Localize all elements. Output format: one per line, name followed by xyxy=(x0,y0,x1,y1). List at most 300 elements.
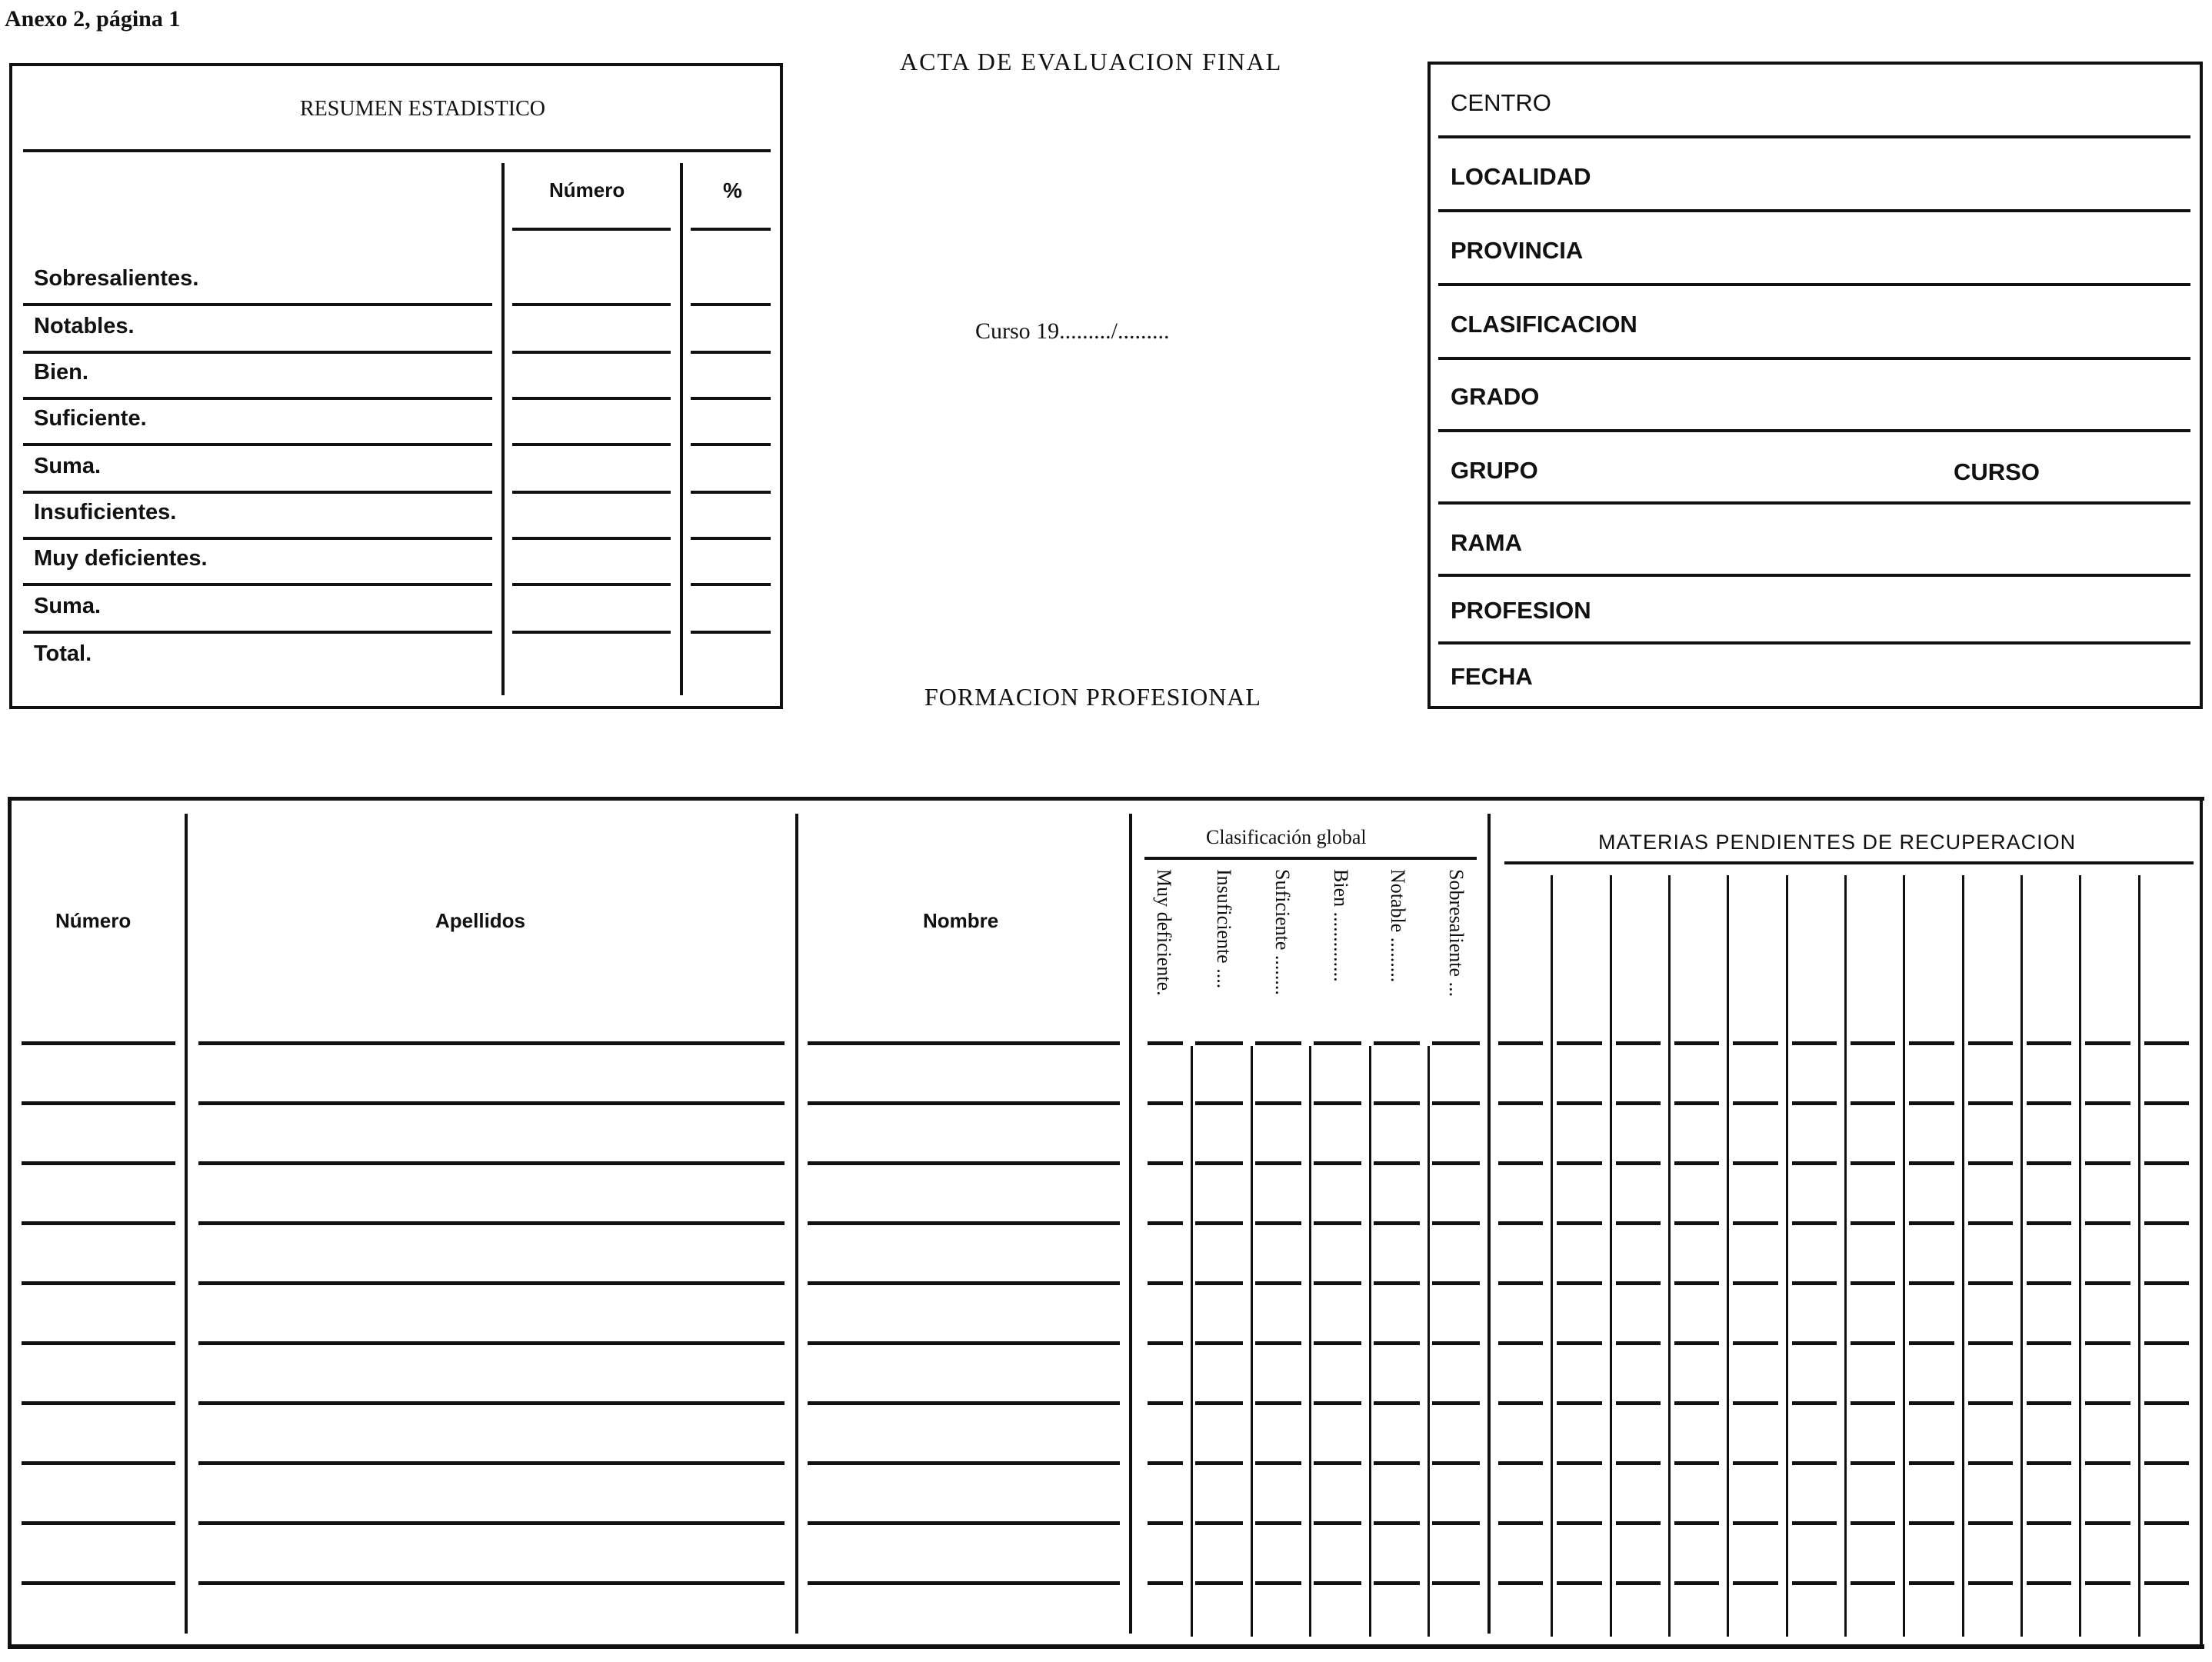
center-field-line xyxy=(1438,501,2190,505)
student-row-line xyxy=(1195,1161,1243,1165)
summary-pct-cell-line xyxy=(691,583,771,586)
summary-numero-cell-line xyxy=(512,537,671,540)
student-row-line xyxy=(1498,1521,1543,1525)
student-row-line xyxy=(1616,1341,1661,1345)
summary-row-line xyxy=(23,443,492,446)
student-row-line xyxy=(1616,1401,1661,1405)
summary-pct-cell-line xyxy=(691,631,771,634)
student-row-line xyxy=(2027,1101,2071,1105)
student-row-line xyxy=(1314,1581,1361,1585)
student-row-line xyxy=(1968,1041,2013,1045)
list-left-border xyxy=(8,797,12,1649)
student-row-line xyxy=(2085,1521,2130,1525)
summary-pct-cell-line xyxy=(691,537,771,540)
student-row-line xyxy=(2144,1161,2189,1165)
student-row-line xyxy=(1498,1461,1543,1465)
grade-column-header: Bien .............. xyxy=(1330,869,1352,982)
summary-row-line xyxy=(23,631,492,634)
student-row-line xyxy=(2085,1041,2130,1045)
student-row-line xyxy=(1195,1401,1243,1405)
student-row-line xyxy=(1432,1101,1480,1105)
list-col-divider-apellidos xyxy=(795,814,798,1634)
student-row-line xyxy=(1851,1161,1895,1165)
student-row-line xyxy=(1792,1461,1837,1465)
summary-numero-cell-line xyxy=(512,583,671,586)
student-row-line xyxy=(1255,1581,1301,1585)
student-row-line xyxy=(1432,1581,1480,1585)
student-row-line xyxy=(22,1101,175,1105)
student-row-line xyxy=(1148,1281,1183,1285)
student-row-line xyxy=(1148,1401,1183,1405)
student-row-line xyxy=(1374,1341,1420,1345)
student-row-line xyxy=(1374,1521,1420,1525)
student-row-line xyxy=(1432,1281,1480,1285)
student-row-line xyxy=(1374,1581,1420,1585)
student-row-line xyxy=(1374,1461,1420,1465)
list-col-divider-numero xyxy=(185,814,188,1634)
student-row-line xyxy=(2027,1521,2071,1525)
student-row-line xyxy=(1909,1461,1954,1465)
student-row-line xyxy=(1195,1581,1243,1585)
student-row-line xyxy=(1851,1401,1895,1405)
student-row-line xyxy=(2144,1221,2189,1225)
student-row-line xyxy=(1498,1401,1543,1405)
student-row-line xyxy=(1968,1161,2013,1165)
student-row-line xyxy=(1498,1161,1543,1165)
summary-numero-cell-line xyxy=(512,397,671,400)
student-row-line xyxy=(1733,1101,1778,1105)
student-row-line xyxy=(1498,1281,1543,1285)
student-row-line xyxy=(1557,1221,1602,1225)
student-row-line xyxy=(808,1041,1120,1045)
student-row-line xyxy=(22,1041,175,1045)
student-row-line xyxy=(808,1341,1120,1345)
student-row-line xyxy=(1674,1581,1719,1585)
grade-column-divider xyxy=(1369,1046,1371,1637)
student-row-line xyxy=(1148,1041,1183,1045)
grade-column-divider xyxy=(1251,1046,1253,1637)
student-row-line xyxy=(1374,1401,1420,1405)
student-row-line xyxy=(1851,1101,1895,1105)
student-row-line xyxy=(1148,1521,1183,1525)
student-row-line xyxy=(1255,1521,1301,1525)
student-row-line xyxy=(2085,1341,2130,1345)
summary-pct-cell-line xyxy=(691,351,771,354)
student-row-line xyxy=(1255,1101,1301,1105)
summary-pct-cell-line xyxy=(691,303,771,306)
summary-row-label: Total. xyxy=(34,641,92,666)
center-field-label: GRUPO xyxy=(1451,457,1538,484)
student-row-line xyxy=(1909,1041,1954,1045)
student-row-line xyxy=(1314,1521,1361,1525)
student-row-line xyxy=(1616,1281,1661,1285)
student-row-line xyxy=(1909,1281,1954,1285)
student-row-line xyxy=(1432,1041,1480,1045)
student-row-line xyxy=(1851,1521,1895,1525)
student-row-line xyxy=(2144,1101,2189,1105)
student-row-line xyxy=(1314,1041,1361,1045)
summary-row-line xyxy=(23,397,492,400)
student-row-line xyxy=(1616,1221,1661,1225)
list-col-divider-nombre xyxy=(1129,814,1132,1634)
document-title: ACTA DE EVALUACION FINAL xyxy=(900,48,1283,75)
student-row-line xyxy=(2144,1521,2189,1525)
student-row-line xyxy=(1148,1341,1183,1345)
student-row-line xyxy=(1968,1221,2013,1225)
student-row-line xyxy=(1314,1461,1361,1465)
student-row-line xyxy=(198,1221,785,1225)
student-row-line xyxy=(1314,1101,1361,1105)
summary-row-label: Suficiente. xyxy=(34,406,147,431)
student-row-line xyxy=(1195,1221,1243,1225)
student-row-line xyxy=(1432,1341,1480,1345)
student-row-line xyxy=(198,1281,785,1285)
center-field-line xyxy=(1438,357,2190,360)
list-col-apellidos: Apellidos xyxy=(435,909,526,932)
student-row-line xyxy=(198,1461,785,1465)
student-row-line xyxy=(1674,1161,1719,1165)
student-row-line xyxy=(808,1161,1120,1165)
student-row-line xyxy=(1557,1401,1602,1405)
student-row-line xyxy=(1148,1161,1183,1165)
student-row-line xyxy=(1557,1041,1602,1045)
student-row-line xyxy=(1616,1461,1661,1465)
student-row-line xyxy=(1148,1581,1183,1585)
center-field-label: GRADO xyxy=(1451,383,1540,410)
student-row-line xyxy=(2085,1101,2130,1105)
center-field-label: CLASIFICACION xyxy=(1451,311,1637,338)
student-row-line xyxy=(1557,1281,1602,1285)
summary-numero-cell-line xyxy=(512,351,671,354)
student-row-line xyxy=(1909,1521,1954,1525)
student-row-line xyxy=(1195,1521,1243,1525)
student-row-line xyxy=(1792,1401,1837,1405)
student-row-line xyxy=(1909,1221,1954,1225)
student-row-line xyxy=(1195,1341,1243,1345)
student-row-line xyxy=(1432,1161,1480,1165)
center-field-line xyxy=(1438,429,2190,432)
statistical-summary-title: RESUMEN ESTADISTICO xyxy=(300,97,545,121)
student-row-line xyxy=(2085,1221,2130,1225)
summary-row-label: Notables. xyxy=(34,314,135,338)
student-row-line xyxy=(1792,1221,1837,1225)
summary-numero-cell-line xyxy=(512,228,671,231)
center-field-label: PROVINCIA xyxy=(1451,237,1584,264)
materias-column-divider xyxy=(1551,875,1553,1637)
student-row-line xyxy=(2144,1461,2189,1465)
grade-column-header: Insuficiente .... xyxy=(1213,869,1235,989)
student-row-line xyxy=(1968,1521,2013,1525)
student-row-line xyxy=(1733,1581,1778,1585)
student-row-line xyxy=(1557,1521,1602,1525)
student-row-line xyxy=(1374,1281,1420,1285)
student-row-line xyxy=(1374,1101,1420,1105)
materias-column-divider xyxy=(1903,875,1905,1637)
student-row-line xyxy=(2027,1281,2071,1285)
summary-col-numero: Número xyxy=(549,178,625,202)
student-row-line xyxy=(1255,1281,1301,1285)
center-field-label: CENTRO xyxy=(1451,89,1551,116)
materias-column-divider xyxy=(1610,875,1612,1637)
student-row-line xyxy=(1616,1161,1661,1165)
summary-pct-cell-line xyxy=(691,443,771,446)
student-row-line xyxy=(2027,1341,2071,1345)
student-row-line xyxy=(1255,1461,1301,1465)
student-row-line xyxy=(198,1341,785,1345)
student-row-line xyxy=(1733,1341,1778,1345)
student-row-line xyxy=(1148,1101,1183,1105)
student-row-line xyxy=(808,1221,1120,1225)
formacion-profesional-title: FORMACION PROFESIONAL xyxy=(924,683,1261,711)
summary-col-pct: % xyxy=(723,178,742,202)
student-row-line xyxy=(1374,1041,1420,1045)
student-row-line xyxy=(2144,1281,2189,1285)
student-row-line xyxy=(1616,1521,1661,1525)
summary-title-divider xyxy=(23,149,771,152)
clasificacion-title-divider xyxy=(1144,857,1477,860)
student-row-line xyxy=(1733,1461,1778,1465)
student-row-line xyxy=(1733,1221,1778,1225)
student-row-line xyxy=(1314,1161,1361,1165)
student-row-line xyxy=(1314,1341,1361,1345)
student-row-line xyxy=(2027,1161,2071,1165)
statistical-summary-box xyxy=(9,63,783,709)
grade-column-divider xyxy=(1427,1046,1430,1637)
student-row-line xyxy=(808,1281,1120,1285)
student-row-line xyxy=(1909,1101,1954,1105)
student-row-line xyxy=(1374,1161,1420,1165)
student-row-line xyxy=(1968,1581,2013,1585)
summary-pct-cell-line xyxy=(691,397,771,400)
summary-row-line xyxy=(23,537,492,540)
student-row-line xyxy=(2027,1041,2071,1045)
student-row-line xyxy=(1616,1101,1661,1105)
clasificacion-global-title: Clasificación global xyxy=(1206,826,1367,848)
list-top-border xyxy=(8,797,2204,801)
student-row-line xyxy=(1733,1161,1778,1165)
student-row-line xyxy=(198,1041,785,1045)
center-field-label: LOCALIDAD xyxy=(1451,163,1591,190)
student-row-line xyxy=(1255,1161,1301,1165)
student-row-line xyxy=(1968,1281,2013,1285)
grade-column-divider xyxy=(1191,1046,1193,1637)
student-row-line xyxy=(1674,1041,1719,1045)
summary-row-line xyxy=(23,583,492,586)
student-row-line xyxy=(1674,1461,1719,1465)
student-row-line xyxy=(1195,1101,1243,1105)
student-row-line xyxy=(1255,1221,1301,1225)
student-row-line xyxy=(1733,1521,1778,1525)
student-row-line xyxy=(1432,1521,1480,1525)
list-right-border xyxy=(2200,800,2203,1649)
list-col-divider-grades xyxy=(1487,814,1491,1634)
student-row-line xyxy=(2085,1281,2130,1285)
student-row-line xyxy=(1195,1461,1243,1465)
student-row-line xyxy=(1674,1521,1719,1525)
student-row-line xyxy=(1148,1461,1183,1465)
student-row-line xyxy=(1557,1581,1602,1585)
student-row-line xyxy=(198,1581,785,1585)
student-row-line xyxy=(198,1521,785,1525)
center-field-label: PROFESION xyxy=(1451,597,1591,624)
materias-column-divider xyxy=(2138,875,2140,1637)
student-row-line xyxy=(1909,1341,1954,1345)
summary-numero-cell-line xyxy=(512,303,671,306)
student-row-line xyxy=(1851,1041,1895,1045)
student-row-line xyxy=(1851,1581,1895,1585)
student-row-line xyxy=(1792,1521,1837,1525)
student-row-line xyxy=(1148,1221,1183,1225)
summary-numero-cell-line xyxy=(512,491,671,494)
student-row-line xyxy=(2144,1041,2189,1045)
list-col-numero: Número xyxy=(55,909,132,932)
student-row-line xyxy=(1616,1041,1661,1045)
summary-pct-cell-line xyxy=(691,228,771,231)
center-field-line xyxy=(1438,209,2190,212)
student-row-line xyxy=(198,1401,785,1405)
student-row-line xyxy=(1968,1461,2013,1465)
summary-col-divider-2 xyxy=(680,163,683,695)
summary-row-label: Insuficientes. xyxy=(34,500,177,525)
student-row-line xyxy=(1498,1101,1543,1105)
student-row-line xyxy=(1851,1221,1895,1225)
summary-row-line xyxy=(23,303,492,306)
student-row-line xyxy=(1557,1101,1602,1105)
student-row-line xyxy=(1314,1401,1361,1405)
center-field-label: FECHA xyxy=(1451,663,1533,690)
student-row-line xyxy=(1792,1041,1837,1045)
student-row-line xyxy=(1909,1581,1954,1585)
student-row-line xyxy=(2027,1461,2071,1465)
student-row-line xyxy=(198,1161,785,1165)
student-row-line xyxy=(1195,1281,1243,1285)
student-row-line xyxy=(1674,1341,1719,1345)
grade-column-header: Muy deficiente. xyxy=(1153,869,1175,996)
materias-title-divider xyxy=(1504,861,2194,864)
curso-field-label: CURSO xyxy=(1954,458,2040,485)
student-row-line xyxy=(2144,1341,2189,1345)
student-row-line xyxy=(2085,1581,2130,1585)
list-bottom-border xyxy=(8,1644,2204,1649)
materias-column-divider xyxy=(1962,875,1964,1637)
summary-pct-cell-line xyxy=(691,491,771,494)
summary-row-label: Bien. xyxy=(34,360,88,385)
course-year-line: Curso 19........./......... xyxy=(975,318,1170,344)
student-row-line xyxy=(198,1101,785,1105)
student-row-line xyxy=(22,1281,175,1285)
student-row-line xyxy=(1733,1281,1778,1285)
student-row-line xyxy=(1557,1161,1602,1165)
summary-col-divider-1 xyxy=(501,163,505,695)
student-row-line xyxy=(2085,1461,2130,1465)
grade-column-header: Notable ......... xyxy=(1387,869,1409,983)
student-row-line xyxy=(2144,1581,2189,1585)
student-row-line xyxy=(22,1521,175,1525)
student-row-line xyxy=(808,1581,1120,1585)
student-row-line xyxy=(1968,1101,2013,1105)
student-row-line xyxy=(1851,1461,1895,1465)
student-row-line xyxy=(1314,1281,1361,1285)
student-row-line xyxy=(1255,1341,1301,1345)
student-row-line xyxy=(1195,1041,1243,1045)
summary-row-line xyxy=(23,491,492,494)
student-row-line xyxy=(1851,1341,1895,1345)
student-row-line xyxy=(808,1401,1120,1405)
student-row-line xyxy=(1968,1341,2013,1345)
student-row-line xyxy=(1851,1281,1895,1285)
student-row-line xyxy=(2027,1401,2071,1405)
student-row-line xyxy=(808,1521,1120,1525)
summary-row-label: Sobresalientes. xyxy=(34,266,199,291)
student-row-line xyxy=(1432,1221,1480,1225)
student-row-line xyxy=(1792,1101,1837,1105)
center-field-line xyxy=(1438,641,2190,644)
student-row-line xyxy=(2085,1401,2130,1405)
student-row-line xyxy=(1968,1401,2013,1405)
annex-label: Anexo 2, página 1 xyxy=(5,6,181,32)
student-row-line xyxy=(1432,1401,1480,1405)
summary-row-label: Muy deficientes. xyxy=(34,546,208,571)
student-row-line xyxy=(2027,1221,2071,1225)
student-row-line xyxy=(1909,1161,1954,1165)
student-row-line xyxy=(2027,1581,2071,1585)
student-row-line xyxy=(1498,1581,1543,1585)
center-field-line xyxy=(1438,574,2190,577)
grade-column-header: Suficiente ........ xyxy=(1271,869,1294,995)
center-field-line xyxy=(1438,135,2190,138)
student-row-line xyxy=(1674,1101,1719,1105)
student-row-line xyxy=(1557,1341,1602,1345)
student-row-line xyxy=(22,1461,175,1465)
student-row-line xyxy=(2085,1161,2130,1165)
student-row-line xyxy=(1733,1401,1778,1405)
student-row-line xyxy=(808,1461,1120,1465)
student-row-line xyxy=(1616,1581,1661,1585)
student-row-line xyxy=(1674,1401,1719,1405)
materias-column-divider xyxy=(2020,875,2023,1637)
student-row-line xyxy=(1498,1041,1543,1045)
student-row-line xyxy=(22,1161,175,1165)
materias-pendientes-title: MATERIAS PENDIENTES DE RECUPERACION xyxy=(1598,831,2077,854)
student-row-line xyxy=(808,1101,1120,1105)
center-field-label: RAMA xyxy=(1451,529,1522,556)
center-field-line xyxy=(1438,283,2190,286)
student-row-line xyxy=(1374,1221,1420,1225)
student-row-line xyxy=(1733,1041,1778,1045)
student-row-line xyxy=(1498,1341,1543,1345)
grade-column-header: Sobresaliente ... xyxy=(1445,869,1467,998)
list-col-nombre: Nombre xyxy=(923,909,999,932)
summary-row-label: Suma. xyxy=(34,454,102,478)
summary-numero-cell-line xyxy=(512,631,671,634)
grade-column-divider xyxy=(1309,1046,1311,1637)
student-row-line xyxy=(1498,1221,1543,1225)
student-row-line xyxy=(22,1341,175,1345)
materias-column-divider xyxy=(1786,875,1788,1637)
student-row-line xyxy=(1255,1401,1301,1405)
student-row-line xyxy=(22,1581,175,1585)
student-row-line xyxy=(1674,1221,1719,1225)
materias-column-divider xyxy=(1844,875,1847,1637)
student-row-line xyxy=(1792,1281,1837,1285)
materias-column-divider xyxy=(1668,875,1671,1637)
materias-column-divider xyxy=(1727,875,1729,1637)
summary-numero-cell-line xyxy=(512,443,671,446)
student-row-line xyxy=(1255,1041,1301,1045)
summary-row-label: Suma. xyxy=(34,594,102,618)
student-row-line xyxy=(2144,1401,2189,1405)
materias-column-divider xyxy=(2079,875,2081,1637)
